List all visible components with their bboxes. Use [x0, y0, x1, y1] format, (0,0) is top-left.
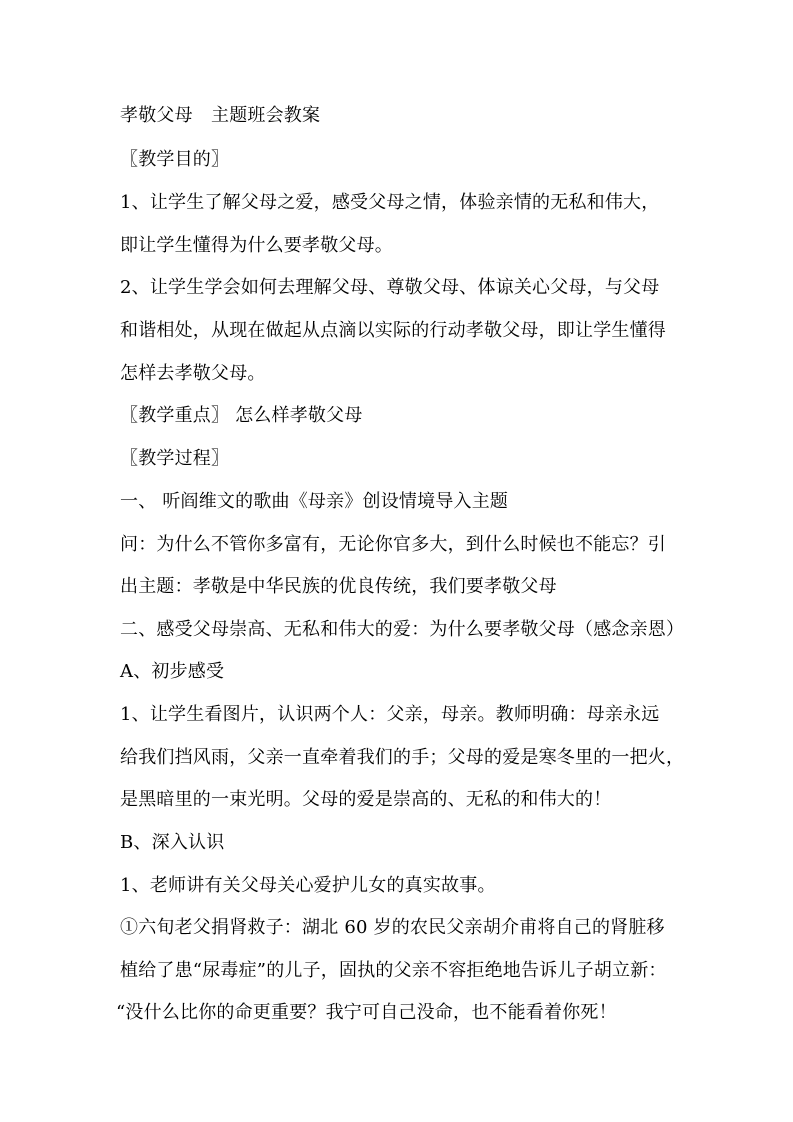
document-title: 孝敬父母 主题班会教案 — [120, 105, 321, 126]
paragraph-line: 2、让学生学会如何去理解父母、尊敬父母、体谅关心父母，与父母 — [120, 277, 660, 298]
paragraph-line: 植给了患“尿毒症”的儿子，固执的父亲不容拒绝地告诉儿子胡立新： — [120, 960, 667, 981]
paragraph-line: “没什么比你的命更重要？我宁可自己没命，也不能看着你死！ — [116, 1002, 617, 1023]
paragraph-line: 1、让学生了解父母之爱，感受父母之情，体验亲情的无私和伟大， — [120, 192, 660, 213]
paragraph-line: 即让学生懂得为什么要孝敬父母。 — [120, 235, 393, 256]
section-heading-process: 〖教学过程〗 — [120, 448, 230, 469]
paragraph-line: 1、让学生看图片，认识两个人：父亲，母亲。教师明确：母亲永远 — [120, 704, 660, 725]
paragraph-line: 出主题：孝敬是中华民族的优良传统，我们要孝敬父母 — [120, 576, 557, 597]
subsection-heading: A、初步感受 — [120, 661, 225, 682]
paragraph-line: 怎样去孝敬父母。 — [120, 363, 266, 384]
paragraph-line: ①六旬老父捐肾救子：湖北 60 岁的农民父亲胡介甫将自己的肾脏移 — [120, 917, 665, 938]
step-heading: 一、 听阎维文的歌曲《母亲》创设情境导入主题 — [120, 491, 509, 512]
paragraph-line: 1、老师讲有关父母关心爱护儿女的真实故事。 — [120, 875, 496, 896]
section-heading-focus: 〖教学重点〗 怎么样孝敬父母 — [120, 405, 363, 426]
paragraph-line: 和谐相处，从现在做起从点滴以实际的行动孝敬父母，即让学生懂得 — [120, 320, 666, 341]
paragraph-line: 问：为什么不管你多富有，无论你官多大，到什么时候也不能忘？引 — [120, 534, 666, 555]
paragraph-line: 是黑暗里的一束光明。父母的爱是崇高的、无私的和伟大的！ — [120, 789, 612, 810]
section-heading-objectives: 〖教学目的〗 — [120, 149, 230, 170]
paragraph-line: 给我们挡风雨，父亲一直牵着我们的手；父母的爱是寒冬里的一把火， — [120, 747, 685, 768]
step-heading: 二、感受父母崇高、无私和伟大的爱：为什么要孝敬父母（感念亲恩） — [120, 619, 685, 640]
subsection-heading: B、深入认识 — [120, 832, 225, 853]
